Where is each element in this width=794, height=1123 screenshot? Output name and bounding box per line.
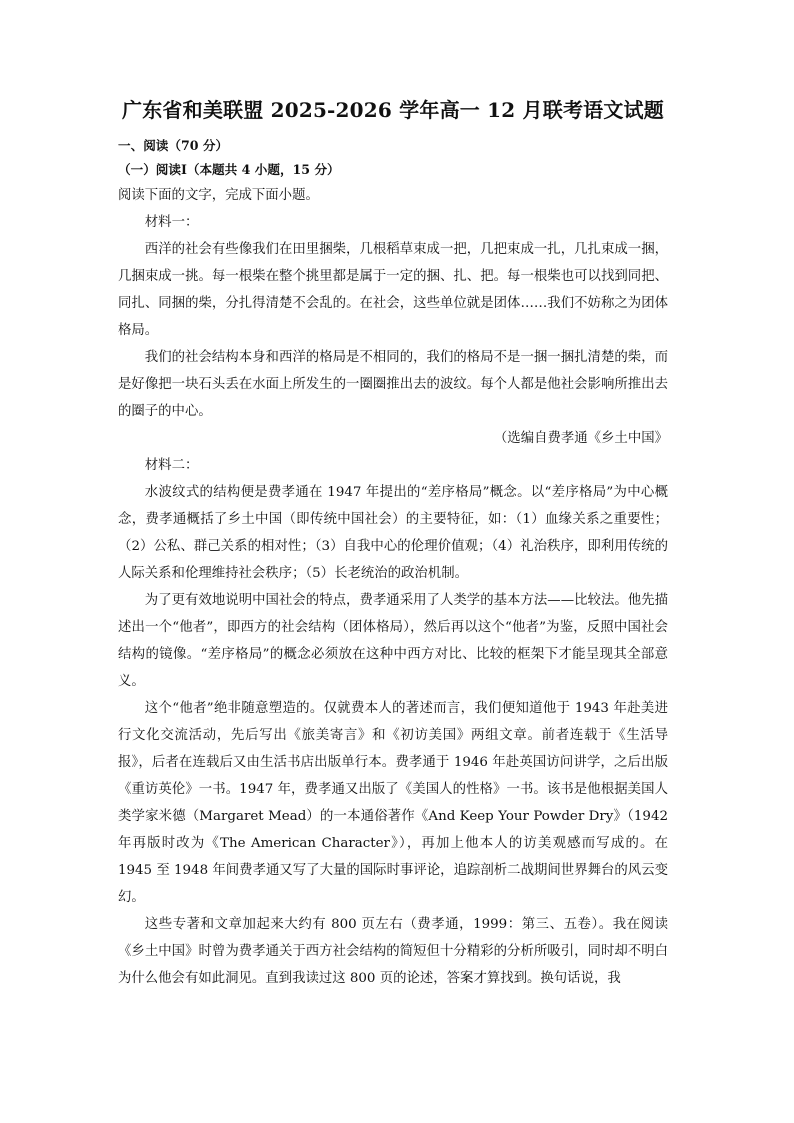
page-title: 广东省和美联盟 2025-2026 学年高一 12 月联考语文试题	[122, 98, 664, 122]
material-1-source: （选编自费孝通《乡土中国》	[493, 431, 668, 446]
material-1-paragraph-1: 西洋的社会有些像我们在田里捆柴，几根稻草束成一把，几把束成一扎，几扎束成一捆，几捆束成一挑。每一根柴在整个挑里都是属于一定的捆、扎、把。每一根柴也可以找到同把、同扎、同捆的柴，分扎得清楚不会乱的。在社会，这些单位就是团体……我们不妨称之为团体格局。	[118, 242, 668, 338]
material-1-paragraph-2: 我们的社会结构本身和西洋的格局是不相同的，我们的格局不是一捆一捆扎清楚的柴，而是好像把一块石头丢在水面上所发生的一圈圈推出去的波纹。每个人都是他社会影响所推出去的圈子的中心。	[118, 350, 668, 419]
material-2-paragraph-1: 水波纹式的结构便是费孝通在 1947 年提出的“差序格局”概念。以“差序格局”为中心概念，费孝通概括了乡土中国（即传统中国社会）的主要特征，如：（1）血缘关系之重要性；（2）公私、群己关系的相对性；（3）自我中心的伦理价值观；（4）礼治秩序，即利用传统的人际关系和伦理维持社会秩序；（5）长老统治的政治机制。	[118, 485, 668, 581]
material-2-paragraph-3: 这个“他者”绝非随意塑造的。仅就费本人的著述而言，我们便知道他于 1943 年赴美进行文化交流活动，先后写出《旅美寄言》和《初访美国》两组文章。前者连载于《生活导报》，后者在连载后又由生活书店出版单行本。费孝通于 1946 年赴英国访问讲学，之后出版《重访英伦》一书。1947 年，费孝通又出版了《美国人的性格》一书。该书是他根据美国人类学家米德（Margaret Mead）的一本通俗著作《And Keep Your Powder Dry》（1942 年再版时改为《The American Character》），再加上他本人的访美观感而写成的。在 1945 至 1948 年间费孝通又写了大量的国际时事评论，追踪剖析二战期间世界舞台的风云变幻。	[118, 701, 668, 905]
material-2-heading: 材料二：	[144, 458, 199, 473]
subsection-heading-reading-1: （一）阅读Ⅰ（本题共 4 小题，15 分）	[118, 162, 340, 177]
instruction-text: 阅读下面的文字，完成下面小题。	[118, 188, 319, 203]
material-2-paragraph-2: 为了更有效地说明中国社会的特点，费孝通采用了人类学的基本方法——比较法。他先描述出一个“他者”，即西方的社会结构（团体格局），然后再以这个“他者”为鉴，反照中国社会结构的镜像。“差序格局”的概念必须放在这种中西方对比、比较的框架下才能呈现其全部意义。	[118, 593, 668, 689]
section-heading-reading: 一、阅读（70 分）	[118, 138, 229, 153]
material-2-paragraph-4: 这些专著和文章加起来大约有 800 页左右（费孝通，1999：第三、五卷）。我在阅读《乡土中国》时曾为费孝通关于西方社会结构的简短但十分精彩的分析所吸引，同时却不明白为什么他会有如此洞见。直到我读过这 800 页的论述，答案才算找到。换句话说，我	[118, 917, 668, 986]
material-1-heading: 材料一：	[144, 215, 199, 230]
